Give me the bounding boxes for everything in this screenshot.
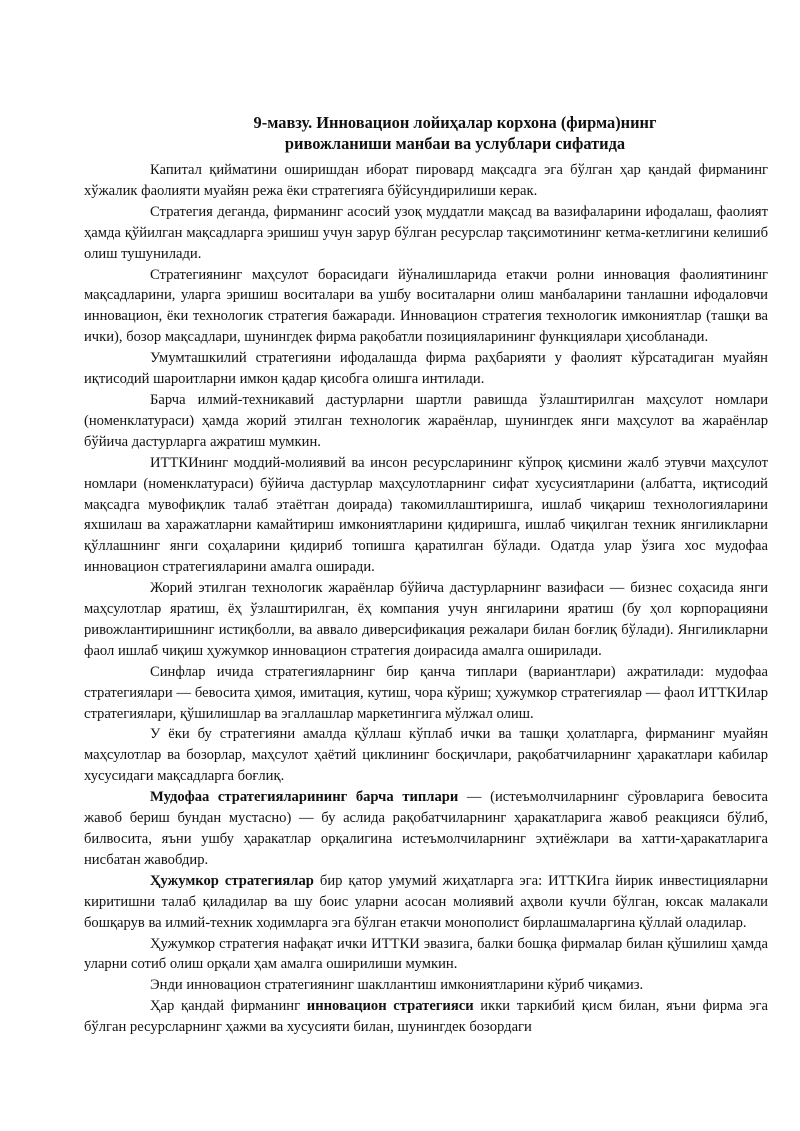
paragraph-text: Барча илмий-техникавий дастурларни шартли равишда ўзлаштирилган маҳсулот номлари (номенклатураси) ҳамда жорий этилган технологик жараёнлар, шунингдек янги маҳсулот ва жараёнлар бўйича дастурларга ажратиш мумкин. [84, 391, 768, 450]
paragraph-text: Жорий этилган технологик жараёнлар бўйича дастурларнинг вазифаси — бизнес соҳасида янги маҳсулотлар яратиш, ёҳ ўзлаштирилган, ёҳ компания учун янгиларини яратиш (бу ҳол корпорацияни ривожлантиришнинг истиқболли, ва аввало диверсификация режалари билан боғлиқ бўлади). Янгиликларни фаол ишлаб чиқиш ҳужумкор инновацион стратегия доирасида амалга оширилади. [84, 580, 768, 659]
paragraph-3 [84, 265, 768, 349]
paragraph-text: — (истеъмолчиларнинг сўровларига бевосита жавоб бериш бундан мустасно) — бу аслида рақобатчиларнинг ҳаракатларига жавоб реакцияси бўлиб, билвосита, яъни ушбу ҳаракатлар орқалигина истеъмолчиларнинг эҳтиёжлари ва хатти-ҳаракатларига нисбатан жавобдир. [84, 789, 768, 868]
title-line-1: 9-мавзу. Инновацион лойиҳалар корхона (фирма)нинг [253, 113, 657, 132]
paragraph-text: Стратегиянинг маҳсулот борасидаги йўналишларида етакчи ролни инновация фаолиятининг мақсадларини, уларга эришиш воситалари ва ушбу воситаларни олиш манбаларини танлашни ифодаловчи инновацион, ёки технологик стратегия бажаради. Инновацион стратегия технологик имкониятлар (ташқи ва ички), бозор мақсадлари, шунингдек фирма рақобатли позицияларининг функциялари ҳисобланади. [84, 266, 768, 346]
paragraph-bold-term: инновацион стратегияси [306, 998, 474, 1015]
paragraph-5 [84, 390, 768, 453]
paragraph-text: Энди инновацион стратегиянинг шакллантиш имкониятларини кўриб чиқамиз. [150, 977, 644, 994]
paragraph-2 [84, 202, 768, 265]
paragraph-text: ИТТКИнинг моддий-молиявий ва инсон ресурсларининг кўпроқ қисмини жалб этувчи маҳсулот номлари (номенклатураси) бўйича дастурлар маҳсулотларнинг сифат хусусиятларини (албатта, иқтисодий мақсадга мувофиқлик талаб этаётган доирада) такомиллаштиришга, ишлаб чиқариш технологияларини яхшилаш ва харажатларни камайтириш имкониятларини қидиришга, ишлаб чиқилган техник янгиликларни қўллашнинг янги соҳаларини қидириб топишга қаратилган бўлади. Одатда улар ўзига хос мудофаа инновацион стратегияларини амалга оширади. [84, 454, 768, 576]
paragraph-text-tail: икки таркибий қисм билан, яъни фирма эга бўлган ресурсларнинг ҳажми ва хусусияти билан, шунингдек бозордаги [84, 998, 768, 1036]
paragraph-text: У ёки бу стратегияни амалда қўллаш кўплаб ички ва ташқи ҳолатларга, фирманинг муайян маҳсулотлар ва бозорлар, маҳсулот ҳаётий циклининг босқичлари, рақобатчиларнинг ҳаракатлари кабилар хусусидаги мақсадларга боғлиқ. [84, 726, 768, 785]
paragraph-12 [84, 934, 768, 976]
document-title [84, 112, 768, 154]
paragraph-14 [84, 996, 768, 1038]
title-line-2: ривожланиши манбаи ва услублари сифатида [284, 134, 626, 153]
paragraph-text: Капитал қийматини оширишдан иборат пировард мақсадга эга бўлган ҳар қандай фирманинг хўжалик фаолияти муайян режа ёки стратегияга бўйсундирилиши керак. [84, 162, 768, 199]
paragraph-7 [84, 578, 768, 662]
paragraph-text: Ҳар қандай фирманинг [150, 998, 307, 1015]
paragraph-bold-lead: Ҳужумкор стратегиялар [150, 872, 314, 889]
paragraph-1 [84, 160, 768, 202]
paragraph-bold-lead: Мудофаа стратегияларининг барча типлари [150, 789, 459, 806]
paragraph-6 [84, 453, 768, 578]
paragraph-text: Ҳужумкор стратегия нафақат ички ИТТКИ эвазига, балки бошқа фирмалар билан қўшилиш ҳамда уларни сотиб олиш орқали ҳам амалга оширилиши мумкин. [84, 935, 768, 973]
paragraph-text: Синфлар ичида стратегияларнинг бир қанча типлари (вариантлари) ажратилади: мудофаа стратегиялари — бевосита ҳимоя, имитация, кутиш, чора кўриш; ҳужумкор стратегиялар — фаол ИТТКИлар стратегиялари, қўшилишлар ва эгаллашлар маркетингига мўлжал олиш. [84, 663, 768, 722]
paragraph-text: Стратегия деганда, фирманинг асосий узоқ муддатли мақсад ва вазифаларини ифодалаш, фаолият ҳамда қўйилган мақсадларга эришиш учун зарур бўлган ресурслар тақсимотининг кетма-кетлигини келишиб олиш тушунилади. [84, 203, 768, 262]
paragraph-11 [84, 871, 768, 934]
paragraph-9 [84, 724, 768, 787]
paragraph-8 [84, 662, 768, 725]
paragraph-text: бир қатор умумий жиҳатларга эга: ИТТКИга йирик инвестицияларни киритишни талаб қиладилар ва шу боис уларни асосан молиявий аҳволи кучли бўлган, юксак малакали бошқарув ва илмий-техник ходимларга эга бўлган етакчи монополист бирлашмаларгина қўллай оладилар. [84, 872, 768, 931]
document-page [84, 112, 768, 1038]
paragraph-10 [84, 787, 768, 871]
paragraph-4 [84, 348, 768, 390]
paragraph-text: Умумташкилий стратегияни ифодалашда фирма раҳбарияти у фаолият кўрсатадиган муайян иқтисодий шароитларни имкон қадар қисобга олишга интилади. [84, 350, 768, 388]
paragraph-13 [84, 975, 768, 996]
